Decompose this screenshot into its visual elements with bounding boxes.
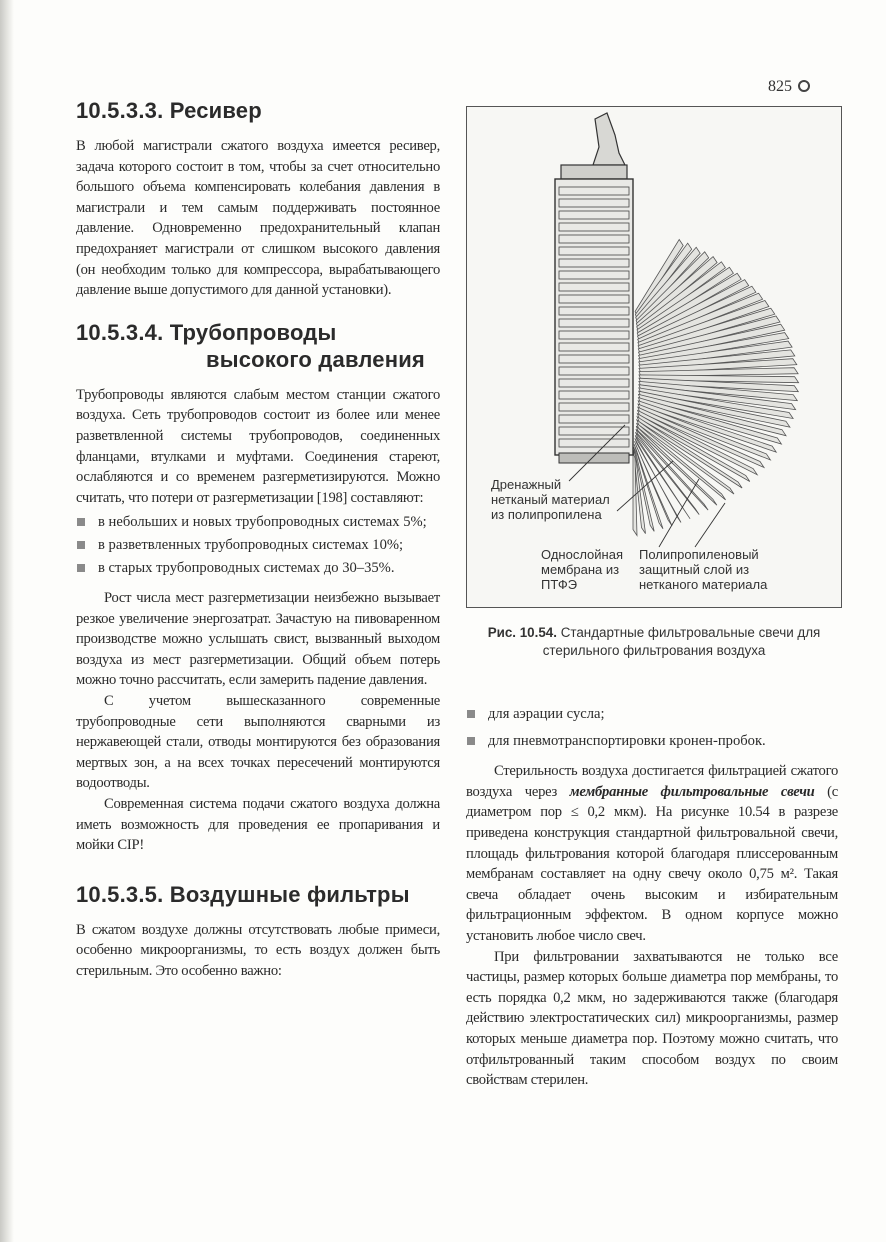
page-marker-icon bbox=[798, 80, 810, 92]
heading-pipelines-line1: 10.5.3.4. Трубопроводы bbox=[76, 319, 337, 345]
receiver-paragraph: В любой магистрали сжатого воздуха имеется ресивер, задача которого состоит в том, чтобы за счет относительно большого объема компенсировать колебания давления в магистрали и тем самым поддерживать постоянное давление. Одновременно предохранительный клапан предохраняет магистрали от слишком высокого давления (он необходим только для компрессора, вырабатывающего давление выше допустимого для данной установки). bbox=[76, 138, 440, 299]
label-protective-layer: Полипропиленовый защитный слой из нетканого материала bbox=[639, 547, 768, 592]
filters-paragraph-2: Стерильность воздуха достигается фильтрацией сжатого воздуха через мембранные фильтровальные свечи (с диаметром пор ≤ 0,2 мкм). На рисунке 10.54 в разрезе приведена конструкция стандартной фильтровальной свечи, площадь фильтрования которой благодаря плиссерованным мембранам составляет на одну свечу около 0,75 м². Такая свеча обладает очень высоким и избирательным фильтрационным эффектом. В одном корпусе можно установить любое число свеч. bbox=[466, 763, 838, 944]
bullet-square-icon bbox=[77, 564, 85, 572]
left-column bbox=[76, 96, 440, 982]
list-item: в небольших и новых трубопроводных системах 5%; bbox=[76, 512, 440, 533]
heading-receiver: 10.5.3.3. Ресивер bbox=[76, 98, 262, 123]
filter-cartridge-illustration bbox=[467, 107, 842, 608]
bullet-square-icon bbox=[467, 710, 475, 718]
list-item: для пневмотранспортировки кронен-пробок. bbox=[466, 731, 838, 752]
pipelines-paragraph-1: Трубопроводы являются слабым местом станции сжатого воздуха. Сеть трубопроводов состоит из более или менее разветвленной системы трубопроводов, соединенных фланцами, втулками и муфтами. Соединения стареют, ослабляются и со временем разгерметизируются. Можно считать, что потери от разгерметизации [198] составляют: bbox=[76, 386, 440, 506]
bullet-square-icon bbox=[77, 518, 85, 526]
filters-paragraph-3: При фильтровании захватываются не только все частицы, размер которых больше диаметра пор мембраны, то есть порядка 0,2 мкм, но задерживаются также (благодаря действию электростатических сил) микроорганизмы, размер которых меньше диаметра пор. Поэтому можно считать, что отфильтрованный таким способом воздух по своим свойствам стерилен. bbox=[466, 948, 838, 1089]
heading-pipelines bbox=[76, 319, 440, 373]
page-edge-shadow bbox=[0, 0, 14, 1242]
pipelines-paragraph-2: Рост числа мест разгерметизации неизбежно вызывает резкое увеличение энергозатрат. Зачастую на пивоваренном производстве можно услышать свист, вызванный выходом воздуха из мест разгерметизации. Общий объем потерь можно точно рассчитать, если замерить падение давления. bbox=[76, 590, 440, 689]
pipelines-loss-list bbox=[76, 512, 440, 578]
list-item: в разветвленных трубопроводных системах 10%; bbox=[76, 535, 440, 556]
page-number: 825 bbox=[768, 78, 848, 98]
heading-pipelines-line2: высокого давления bbox=[206, 346, 425, 372]
pipelines-paragraph-3: С учетом вышесказанного современные трубопроводные сети выполняются сварными из нержавеющей стали, отводы монтируются без образования мертвых зон, а на всех точках пересечений монтируются водоотводы. bbox=[76, 693, 440, 792]
heading-air-filters: 10.5.3.5. Воздушные фильтры bbox=[76, 881, 410, 907]
bullet-square-icon bbox=[77, 541, 85, 549]
figure-filter-cartridge bbox=[466, 106, 842, 608]
label-drainage-layer: Дренажный нетканый материал из полипропилена bbox=[491, 477, 610, 522]
filters-use-list bbox=[466, 704, 838, 751]
label-ptfe-membrane: Однослойная мембрана из ПТФЭ bbox=[541, 547, 623, 592]
figure-caption: Рис. 10.54. Стандартные фильтровальные свечи для стерильного фильтрования воздуха bbox=[487, 625, 821, 658]
right-column bbox=[466, 700, 838, 1091]
bullet-square-icon bbox=[467, 737, 475, 745]
pipelines-paragraph-4: Современная система подачи сжатого воздуха должна иметь возможность для проведения ее пропаривания и мойки CIP! bbox=[76, 796, 440, 854]
list-item: для аэрации сусла; bbox=[466, 704, 838, 725]
term-membrane-cartridges: мембранные фильтровальные свечи bbox=[569, 783, 815, 800]
filters-paragraph-1: В сжатом воздухе должны отсутствовать любые примеси, особенно микроорганизмы, то есть воздух должен быть стерильным. Это особенно важно: bbox=[76, 921, 440, 979]
list-item: в старых трубопроводных системах до 30–35%. bbox=[76, 558, 440, 579]
